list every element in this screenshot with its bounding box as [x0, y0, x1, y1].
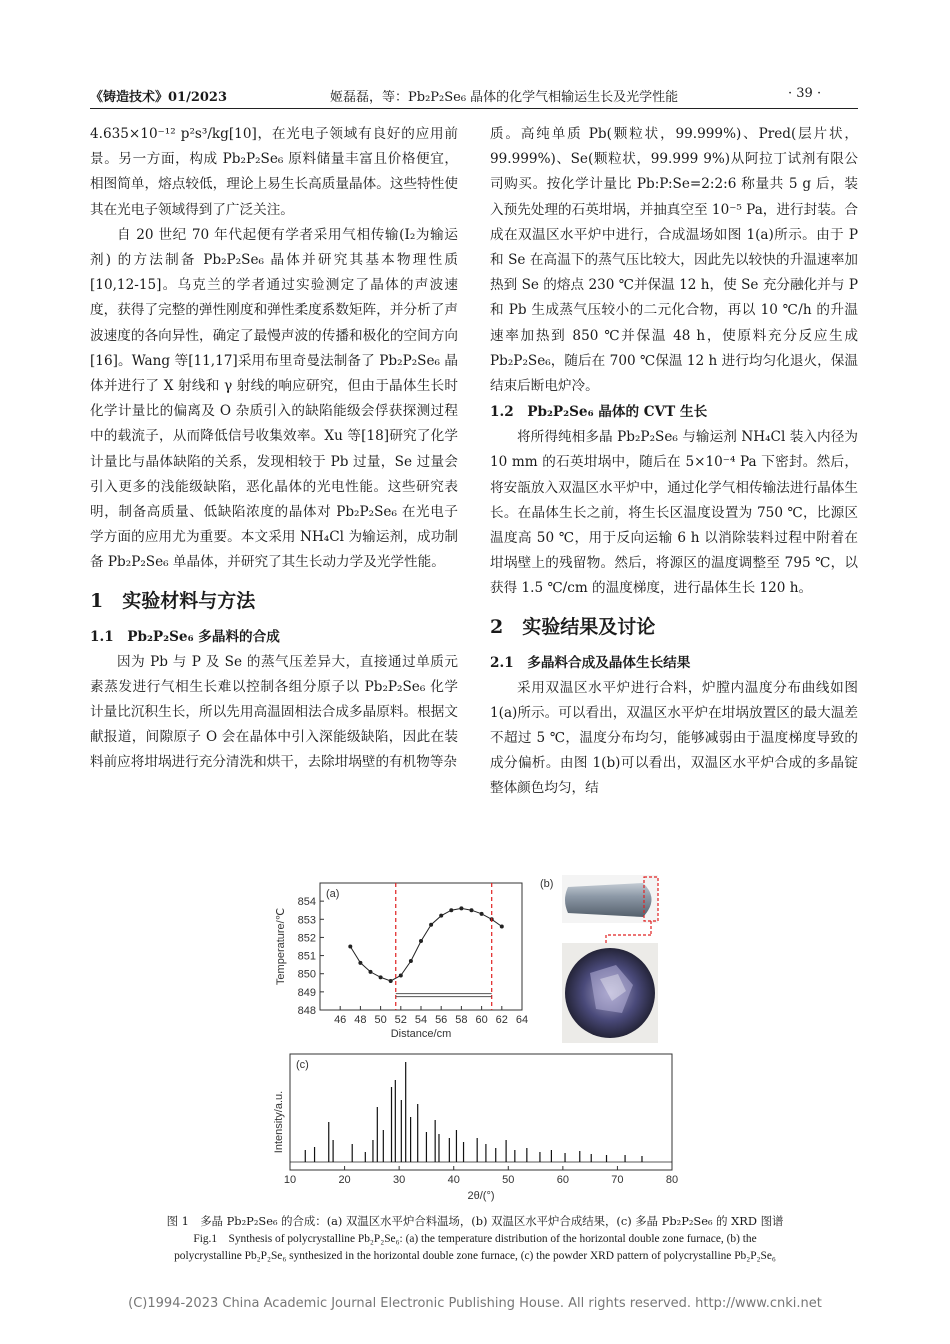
x-tick-label: 50 — [502, 1174, 515, 1186]
figure-caption-en: polycrystalline Pb₂P₂Se₆ synthesized in the horizontal double zone furnace, (c) the powder XRD pattern of polycrystalline Pb₂P₂Se₆ — [174, 1250, 776, 1262]
x-tick-label: 40 — [447, 1174, 460, 1186]
x-tick-label: 52 — [394, 1014, 407, 1026]
paragraph: 质。高纯单质 Pb(颗粒状，99.999%)、Pred(层片状，99.999%)、Se(颗粒状，99.999 9%)从阿拉丁试剂有限公司购买。按化学计量比 Pb:P:Se=2:2:6 称量共 5 g 后，装入预先处理的石英坩埚，并抽真空至 10⁻⁵ Pa，进行封装。合成在双温区水平炉中进行，合成温场如图 1(a)所示。由于 P 和 Se 在高温下的蒸气压比较大，因此先以较快的升温速率加热到 Se 的熔点 230 ℃并保温 12 h，使 Se 充分融化并与 P 和 Pb 生成蒸气压较小的二元化合物，再以 10 ℃/h 的升温速率加热到 850 ℃并保温 48 h，使原料充分反应生成 Pb₂P₂Se₆，随后在 700 ℃保温 12 h 进行均匀化退火，保温结束后断电炉冷。 — [490, 126, 858, 395]
journal-name: 《铸造技术》01/2023 — [90, 90, 228, 105]
temperature-chart — [272, 875, 537, 1050]
ingot-photo — [565, 883, 652, 917]
x-tick-label: 30 — [393, 1174, 406, 1186]
data-point — [379, 975, 383, 979]
paragraph: 4.635×10⁻¹² p²s³/kg[10]，在光电子领域有良好的应用前景。另一方面，构成 Pb₂P₂Se₆ 原料储量丰富且价格便宜，相图简单，熔点较低，理论上易生长高质量晶体。这些特性使其在光电子领域得到了广泛关注。 — [90, 126, 458, 218]
y-axis-label: Intensity/a.u. — [273, 1090, 285, 1154]
data-point — [409, 959, 413, 963]
data-point — [399, 974, 403, 978]
data-point — [369, 970, 373, 974]
right-column — [490, 122, 858, 802]
paragraph: 采用双温区水平炉进行合料，炉膛内温度分布曲线如图 1(a)所示。可以看出，双温区水平炉在坩埚放置区的最大温差不超过 5 ℃，温度分布均匀，能够减弱由于温度梯度导致的成分偏析。由图 1(b)可以看出，双温区水平炉合成的多晶锭整体颜色均匀，结 — [490, 679, 858, 797]
x-axis-label: Distance/cm — [390, 1028, 452, 1040]
x-tick-label: 20 — [338, 1174, 351, 1186]
left-column — [90, 122, 458, 776]
data-point — [419, 939, 423, 943]
data-point — [459, 906, 463, 910]
figure-caption-en: Fig.1 Synthesis of polycrystalline Pb₂P₂Se₆: (a) the temperature distribution of the horizontal double zone furnace, (b) the — [193, 1233, 757, 1245]
figure-caption-cn: 图 1 多晶 Pb₂P₂Se₆ 的合成：(a) 双温区水平炉合料温场，(b) 双温区水平炉合成结果，(c) 多晶 Pb₂P₂Se₆ 的 XRD 图谱 — [166, 1214, 784, 1228]
x-tick-label: 50 — [374, 1014, 387, 1026]
temperature-series-line — [350, 908, 502, 981]
y-tick-label: 848 — [297, 1005, 316, 1017]
data-point — [500, 925, 504, 929]
x-tick-label: 60 — [475, 1014, 488, 1026]
paragraph: 因为 Pb 与 P 及 Se 的蒸气压差异大，直接通过单质元素蒸发进行气相生长难以控制各组分原子以 Pb₂P₂Se₆ 化学计量比沉积生长，所以先用高温固相法合成多晶原料。根据文献报道，间隙原子 O 会在晶体中引入深能级缺陷，因此在装料前应将坩埚进行充分清洗和烘干，去除坩埚壁的有机物等杂 — [90, 653, 458, 771]
panel-c-label: (c) — [296, 1059, 309, 1071]
xrd-chart — [272, 1050, 682, 1205]
y-tick-label: 853 — [297, 914, 316, 927]
subsection-heading: 1.2 Pb₂P₂Se₆ 晶体的 CVT 生长 — [490, 404, 708, 421]
plot-frame — [290, 1054, 672, 1170]
x-tick-label: 60 — [556, 1174, 569, 1186]
x-tick-label: 56 — [435, 1014, 448, 1026]
paragraph: 将所得纯相多晶 Pb₂P₂Se₆ 与输运剂 NH₄Cl 装入内径为 10 mm 的石英坩埚中，随后在 5×10⁻⁴ Pa 下密封。然后，将安瓿放入双温区水平炉中，通过化学气相传输法进行晶体生长。在晶体生长之前，将生长区温度设置为 750 ℃，比源区温度高 50 ℃，用于反向运输 6 h 以消除装料过程中附着在坩埚壁上的残留物。然后，将源区的温度调整至 795 ℃，以获得 1.5 ℃/cm 的温度梯度，进行晶体生长 120 h。 — [490, 429, 858, 597]
section-heading: 1 实验材料与方法 — [90, 589, 256, 612]
y-tick-label: 852 — [297, 932, 316, 945]
data-point — [429, 923, 433, 927]
x-tick-label: 58 — [455, 1014, 468, 1026]
x-tick-label: 70 — [611, 1174, 624, 1186]
y-tick-label: 849 — [297, 986, 316, 999]
paragraph: 自 20 世纪 70 年代起便有学者采用气相传输(I₂为输运剂) 的方法制备 Pb₂P₂Se₆ 晶体并研究其基本物理性质[10,12-15]。乌克兰的学者通过实验测定了晶体的声波速度，获得了完整的弹性刚度和弹性柔度系数矩阵，并分析了声波速度的各向异性，确定了最慢声波的传播和极化的空间方向[16]。Wang 等[11,17]采用布里奇曼法制备了 Pb₂P₂Se₆ 晶体并进行了 X 射线和 γ 射线的响应研究，但由于晶体生长时化学计量比的偏离及 O 杂质引入的缺陷能级会俘获探测过程中的载流子，从而降低信号收集效率。Xu 等[18]研究了化学计量比与晶体缺陷的关系，发现相较于 Pb 过量，Se 过量会引入更多的浅能级缺陷，恶化晶体的光电性能。这些研究表明，制备高质量、低缺陷浓度的晶体对 Pb₂P₂Se₆ 在光电子学方面的应用尤为重要。本文采用 NH₄Cl 为输运剂，成功制备 Pb₂P₂Se₆ 单晶体，并研究了其生长动力学及光学性能。 — [90, 226, 458, 571]
y-tick-label: 851 — [297, 950, 316, 963]
copyright-footer: (C)1994-2023 China Academic Journal Electronic Publishing House. All rights reserved. http://www.cnki.net — [128, 1296, 822, 1311]
y-tick-label: 850 — [297, 968, 316, 981]
data-point — [389, 979, 393, 983]
running-title: 姬磊磊，等：Pb₂P₂Se₆ 晶体的化学气相输运生长及光学性能 — [330, 90, 679, 105]
x-tick-label: 54 — [414, 1014, 428, 1026]
page-number: · 39 · — [788, 86, 822, 101]
crystal-photos — [538, 873, 668, 1048]
subsection-heading: 2.1 多晶料合成及晶体生长结果 — [490, 654, 691, 671]
x-tick-label: 62 — [495, 1014, 508, 1026]
x-tick-label: 46 — [334, 1014, 347, 1026]
header-rule — [90, 108, 858, 109]
x-tick-label: 48 — [354, 1014, 367, 1026]
panel-a-label: (a) — [326, 888, 340, 900]
x-axis-label: 2θ/(°) — [467, 1190, 495, 1202]
data-point — [439, 914, 443, 918]
x-tick-label: 80 — [665, 1174, 679, 1186]
data-point — [470, 908, 474, 912]
y-tick-label: 854 — [297, 896, 316, 909]
data-point — [358, 961, 362, 965]
section-heading: 2 实验结果及讨论 — [490, 615, 656, 638]
subsection-heading: 1.1 Pb₂P₂Se₆ 多晶料的合成 — [90, 628, 280, 645]
data-point — [480, 912, 484, 916]
y-axis-label: Temperature/℃ — [275, 907, 287, 986]
x-tick-label: 64 — [515, 1014, 529, 1026]
x-tick-label: 10 — [283, 1174, 297, 1186]
panel-b-label: (b) — [540, 878, 554, 890]
data-point — [348, 945, 352, 949]
data-point — [449, 908, 453, 912]
